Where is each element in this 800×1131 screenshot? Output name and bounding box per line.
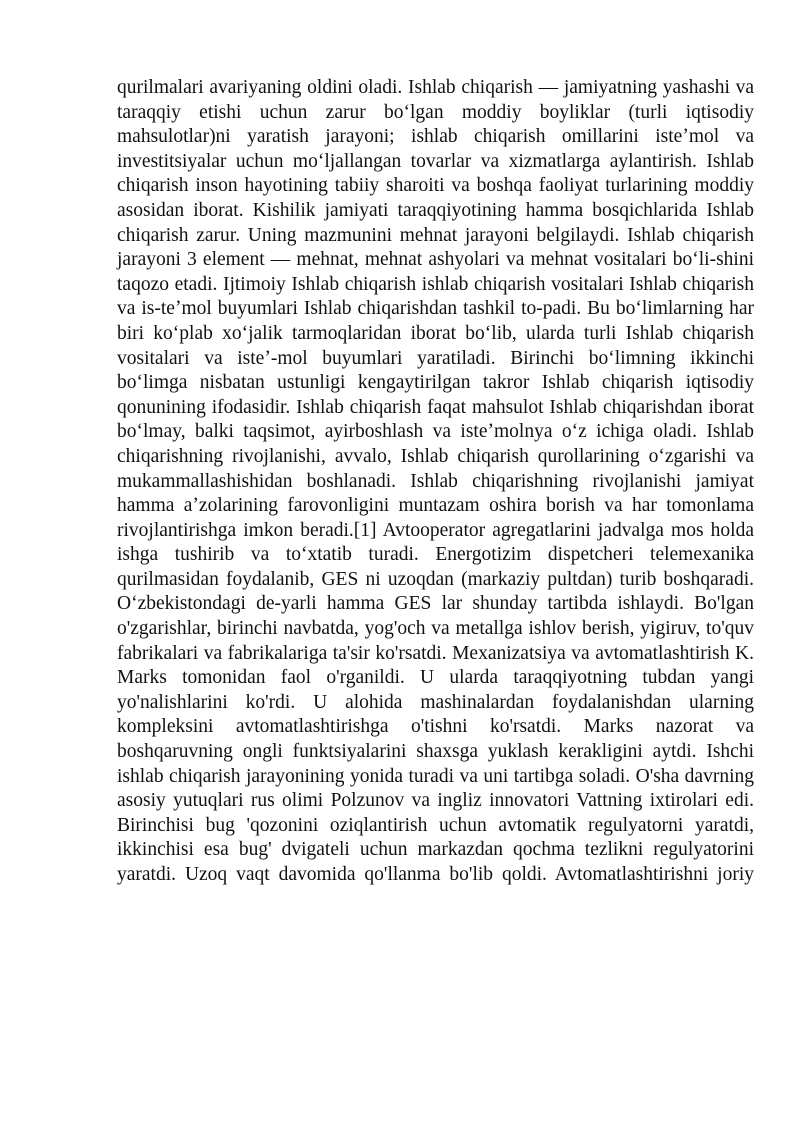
body-paragraph: qurilmalari avariyaning oldini oladi. Ishlab chiqarish — jamiyatning yashashi va taraqqiy etishi uchun zarur boʻlgan moddiy boyliklar (turli iqtisodiy mahsulotlar)ni yaratish jarayoni; ishlab chiqarish omillarini isteʼmol va investitsiyalar uchun moʻljallangan tovarlar va xizmatlarga aylantirish. Ishlab chiqarish inson hayotining tabiiy sharoiti va boshqa faoliyat turlarining moddiy asosidan iborat. Kishilik jamiyati taraqqiyotining hamma bosqichlarida Ishlab chiqarish zarur. Uning mazmunini mehnat jarayoni belgilaydi. Ishlab chiqarish jarayoni 3 element — mehnat, mehnat ashyolari va mehnat vositalari boʻli-shini taqozo etadi. Ijtimoiy Ishlab chiqarish ishlab chiqarish vositalari Ishlab chiqarish va is-teʼmol buyumlari Ishlab chiqarishdan tashkil to-padi. Bu boʻlimlarning har biri koʻplab xoʻjalik tarmoqlaridan iborat boʻlib, ularda turli Ishlab chiqarish vositalari va isteʼ-mol buyumlari yaratiladi. Birinchi boʻlimning ikkinchi boʻlimga nisbatan ustunligi kengaytirilgan takror Ishlab chiqarish iqtisodiy qonunining ifodasidir. Ishlab chiqarish faqat mahsulot Ishlab chiqarishdan iborat boʻlmay, balki taqsimot, ayirboshlash va isteʼmolnya oʻz ichiga oladi. Ishlab chiqarishning rivojlanishi, avvalo, Ishlab chiqarish qurollarining oʻzgarishi va mukammallashishidan boshlanadi. Ishlab chiqarishning rivojlanishi jamiyat hamma aʼzolarining farovonligini muntazam oshira borish va har tomonlama rivojlantirishga imkon beradi.[1] Avtooperator agregatlarini jadvalga mos holda ishga tushirib va toʻxtatib turadi. Energotizim dispetcheri telemexanika qurilmasidan foydalanib, GES ni uzoqdan (markaziy pultdan) turib boshqaradi. Oʻzbekistondagi de-yarli hamma GES lar shunday tartibda ishlaydi. Bo'lgan o'zgarishlar, birinchi navbatda, yog'och va metallga ishlov berish, yigiruv, to'quv fabrikalari va fabrikalariga ta'sir ko'rsatdi. Mexanizatsiya va avtomatlashtirish K. Marks tomonidan faol o'rganildi. U ularda taraqqiyotning tubdan yangi yo'nalishlarini ko'rdi. U alohida mashinalardan foydalanishdan ularning kompleksini avtomatlashtirishga o'tishni ko'rsatdi. Marks nazorat va boshqaruvning ongli funktsiyalarini shaxsga yuklash kerakligini aytdi. Ishchi ishlab chiqarish jarayonining yonida turadi va uni tartibga soladi. O'sha davrning asosiy yutuqlari rus olimi Polzunov va ingliz innovatori Vattning ixtirolari edi. Birinchisi bug 'qozonini oziqlantirish uchun avtomatik regulyatorni yaratdi, ikkinchisi esa bug' dvigateli uchun markazdan qochma tezlikni regulyatorini yaratdi. Uzoq vaqt davomida qo'llanma bo'lib qoldi. Avtomatlashtirishni joriy [117,77,754,885]
